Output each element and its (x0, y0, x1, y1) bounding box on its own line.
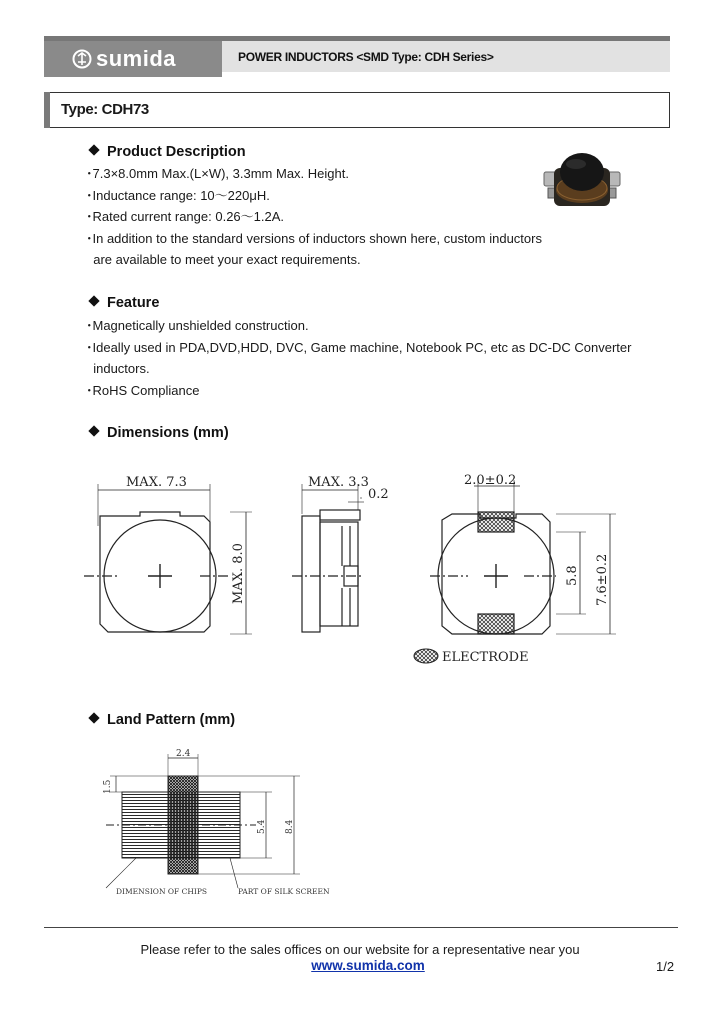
electrode-legend-label: ELECTRODE (442, 650, 529, 665)
dimensions-drawing (80, 466, 640, 672)
chip-dimension-label: DIMENSION OF CHIPS (116, 887, 208, 896)
top-width-label: MAX. 7.3 (126, 475, 187, 490)
section-heading-land-pattern: Land Pattern (mm) (88, 712, 235, 728)
list-item: inductors. (86, 361, 150, 376)
list-item: ･7.3×8.0mm Max.(L×W), 3.3mm Max. Height. (86, 166, 349, 181)
list-item: ･Rated current range: 0.26～1.2A. (86, 209, 285, 224)
feature-list (86, 315, 631, 401)
inner-span-label: 5.4 (257, 819, 267, 834)
list-item: ･Magnetically unshielded construction. (86, 318, 309, 333)
type-box-accent (44, 92, 50, 128)
list-item: ･In addition to the standard versions of inductors shown here, custom inductors (86, 230, 542, 246)
pad-width-label: 2.4 (176, 749, 191, 759)
side-offset-label: 0.2 (368, 487, 389, 502)
side-height-label: MAX. 3.3 (308, 475, 369, 490)
bottom-inner-label: 5.8 (565, 565, 580, 586)
electrode-legend-swatch (414, 649, 438, 663)
section-heading-dimensions: Dimensions (mm) (88, 425, 229, 441)
page-number: 1/2 (656, 959, 675, 974)
section-heading-feature: Feature (88, 295, 159, 311)
side-view (292, 484, 364, 632)
top-view (84, 484, 252, 634)
diamond-bullet-icon (88, 712, 99, 723)
diamond-bullet-icon (88, 425, 99, 436)
logo-band-slant (196, 41, 222, 77)
list-item: are available to meet your exact requirements. (86, 252, 361, 267)
list-item: ･Inductance range: 10～220μH. (86, 187, 270, 203)
sumida-logo-icon (72, 49, 92, 69)
list-item: ･RoHS Compliance (86, 382, 200, 398)
product-photo (540, 150, 624, 216)
overall-span-label: 8.4 (285, 819, 295, 834)
diamond-bullet-icon (88, 144, 99, 155)
logo-wordmark: sumida (96, 46, 177, 71)
product-description-list (86, 163, 542, 271)
type-title: Type: CDH73 (61, 101, 149, 118)
bottom-overall-label: 7.6±0.2 (595, 553, 610, 606)
bottom-electrode-width-label: 2.0±0.2 (464, 473, 517, 488)
pad-length-label: 1.5 (103, 779, 113, 794)
top-height-label: MAX. 8.0 (231, 543, 246, 604)
land-pattern-drawing (96, 742, 340, 902)
document-header-title: POWER INDUCTORS <SMD Type: CDH Series> (238, 50, 494, 64)
diamond-bullet-icon (88, 295, 99, 306)
footer-website-link[interactable]: www.sumida.com (311, 958, 425, 973)
list-item: ･Ideally used in PDA,DVD,HDD, DVC, Game machine, Notebook PC, etc as DC-DC Converter (86, 339, 632, 355)
silk-screen-label: PART OF SILK SCREEN (238, 887, 330, 896)
bottom-view (430, 480, 616, 634)
footer-rule (44, 927, 678, 928)
footer-note: Please refer to the sales offices on our website for a representative near you (140, 942, 580, 957)
section-heading-product-description: Product Description (88, 144, 246, 160)
